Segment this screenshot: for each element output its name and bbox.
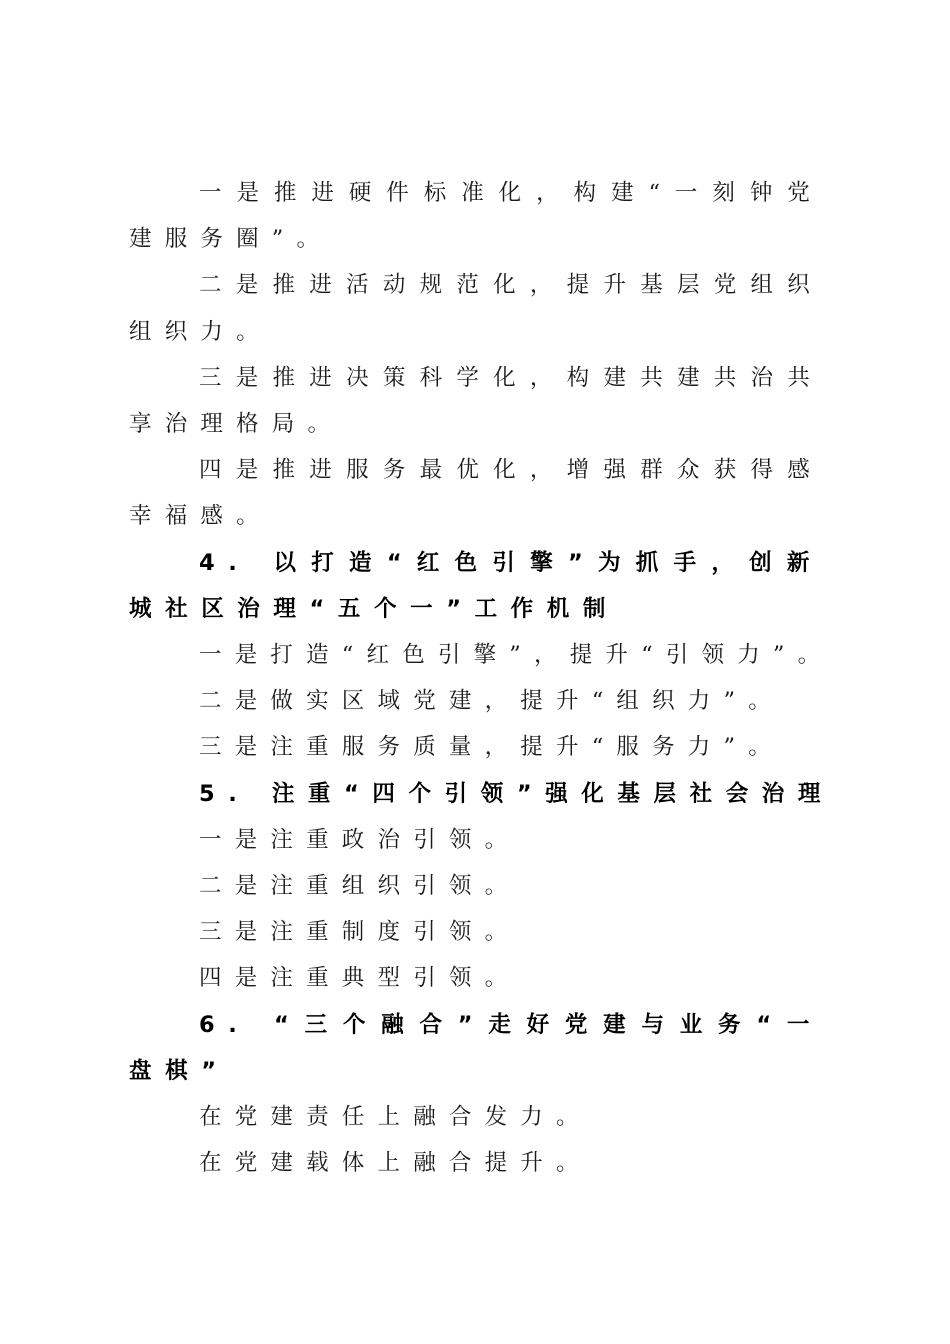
paragraph-service-quality: 三是注重服务质量，提升“服务力”。 bbox=[199, 734, 784, 761]
paragraph-activity-standardization: 二是推进活动规范化，提升基层党组织组织力。 bbox=[129, 272, 823, 345]
document-body bbox=[129, 170, 835, 1186]
paragraph-red-engine: 一是打造“红色引擎”，提升“引领力”。 bbox=[199, 642, 834, 669]
paragraph-model-guidance: 四是注重典型引领。 bbox=[199, 965, 521, 992]
section-heading-4: 4. 以打造“红色引擎”为抓手，创新城社区治理“五个一”工作机制 bbox=[129, 549, 823, 622]
paragraph-responsibility-integration: 在党建责任上融合发力。 bbox=[199, 1104, 592, 1131]
paragraph-hardware-standardization: 一是推进硬件标准化，构建“一刻钟党建服务圈”。 bbox=[129, 180, 823, 253]
paragraph-decision-science: 三是推进决策科学化，构建共建共治共享治理格局。 bbox=[129, 364, 823, 438]
paragraph-carrier-integration: 在党建载体上融合提升。 bbox=[199, 1150, 592, 1177]
paragraph-system-guidance: 三是注重制度引领。 bbox=[199, 919, 521, 946]
paragraph-organization-guidance: 二是注重组织引领。 bbox=[199, 873, 521, 900]
paragraph-service-optimization: 四是推进服务最优化，增强群众获得感幸福感。 bbox=[129, 457, 823, 530]
section-heading-6: 6. “三个融合”走好党建与业务“一盘棋” bbox=[129, 1011, 823, 1084]
section-heading-5: 5. 注重“四个引领”强化基层社会治理 bbox=[199, 780, 835, 807]
paragraph-political-guidance: 一是注重政治引领。 bbox=[199, 826, 521, 853]
paragraph-regional-party-building: 二是做实区域党建，提升“组织力”。 bbox=[199, 688, 784, 715]
